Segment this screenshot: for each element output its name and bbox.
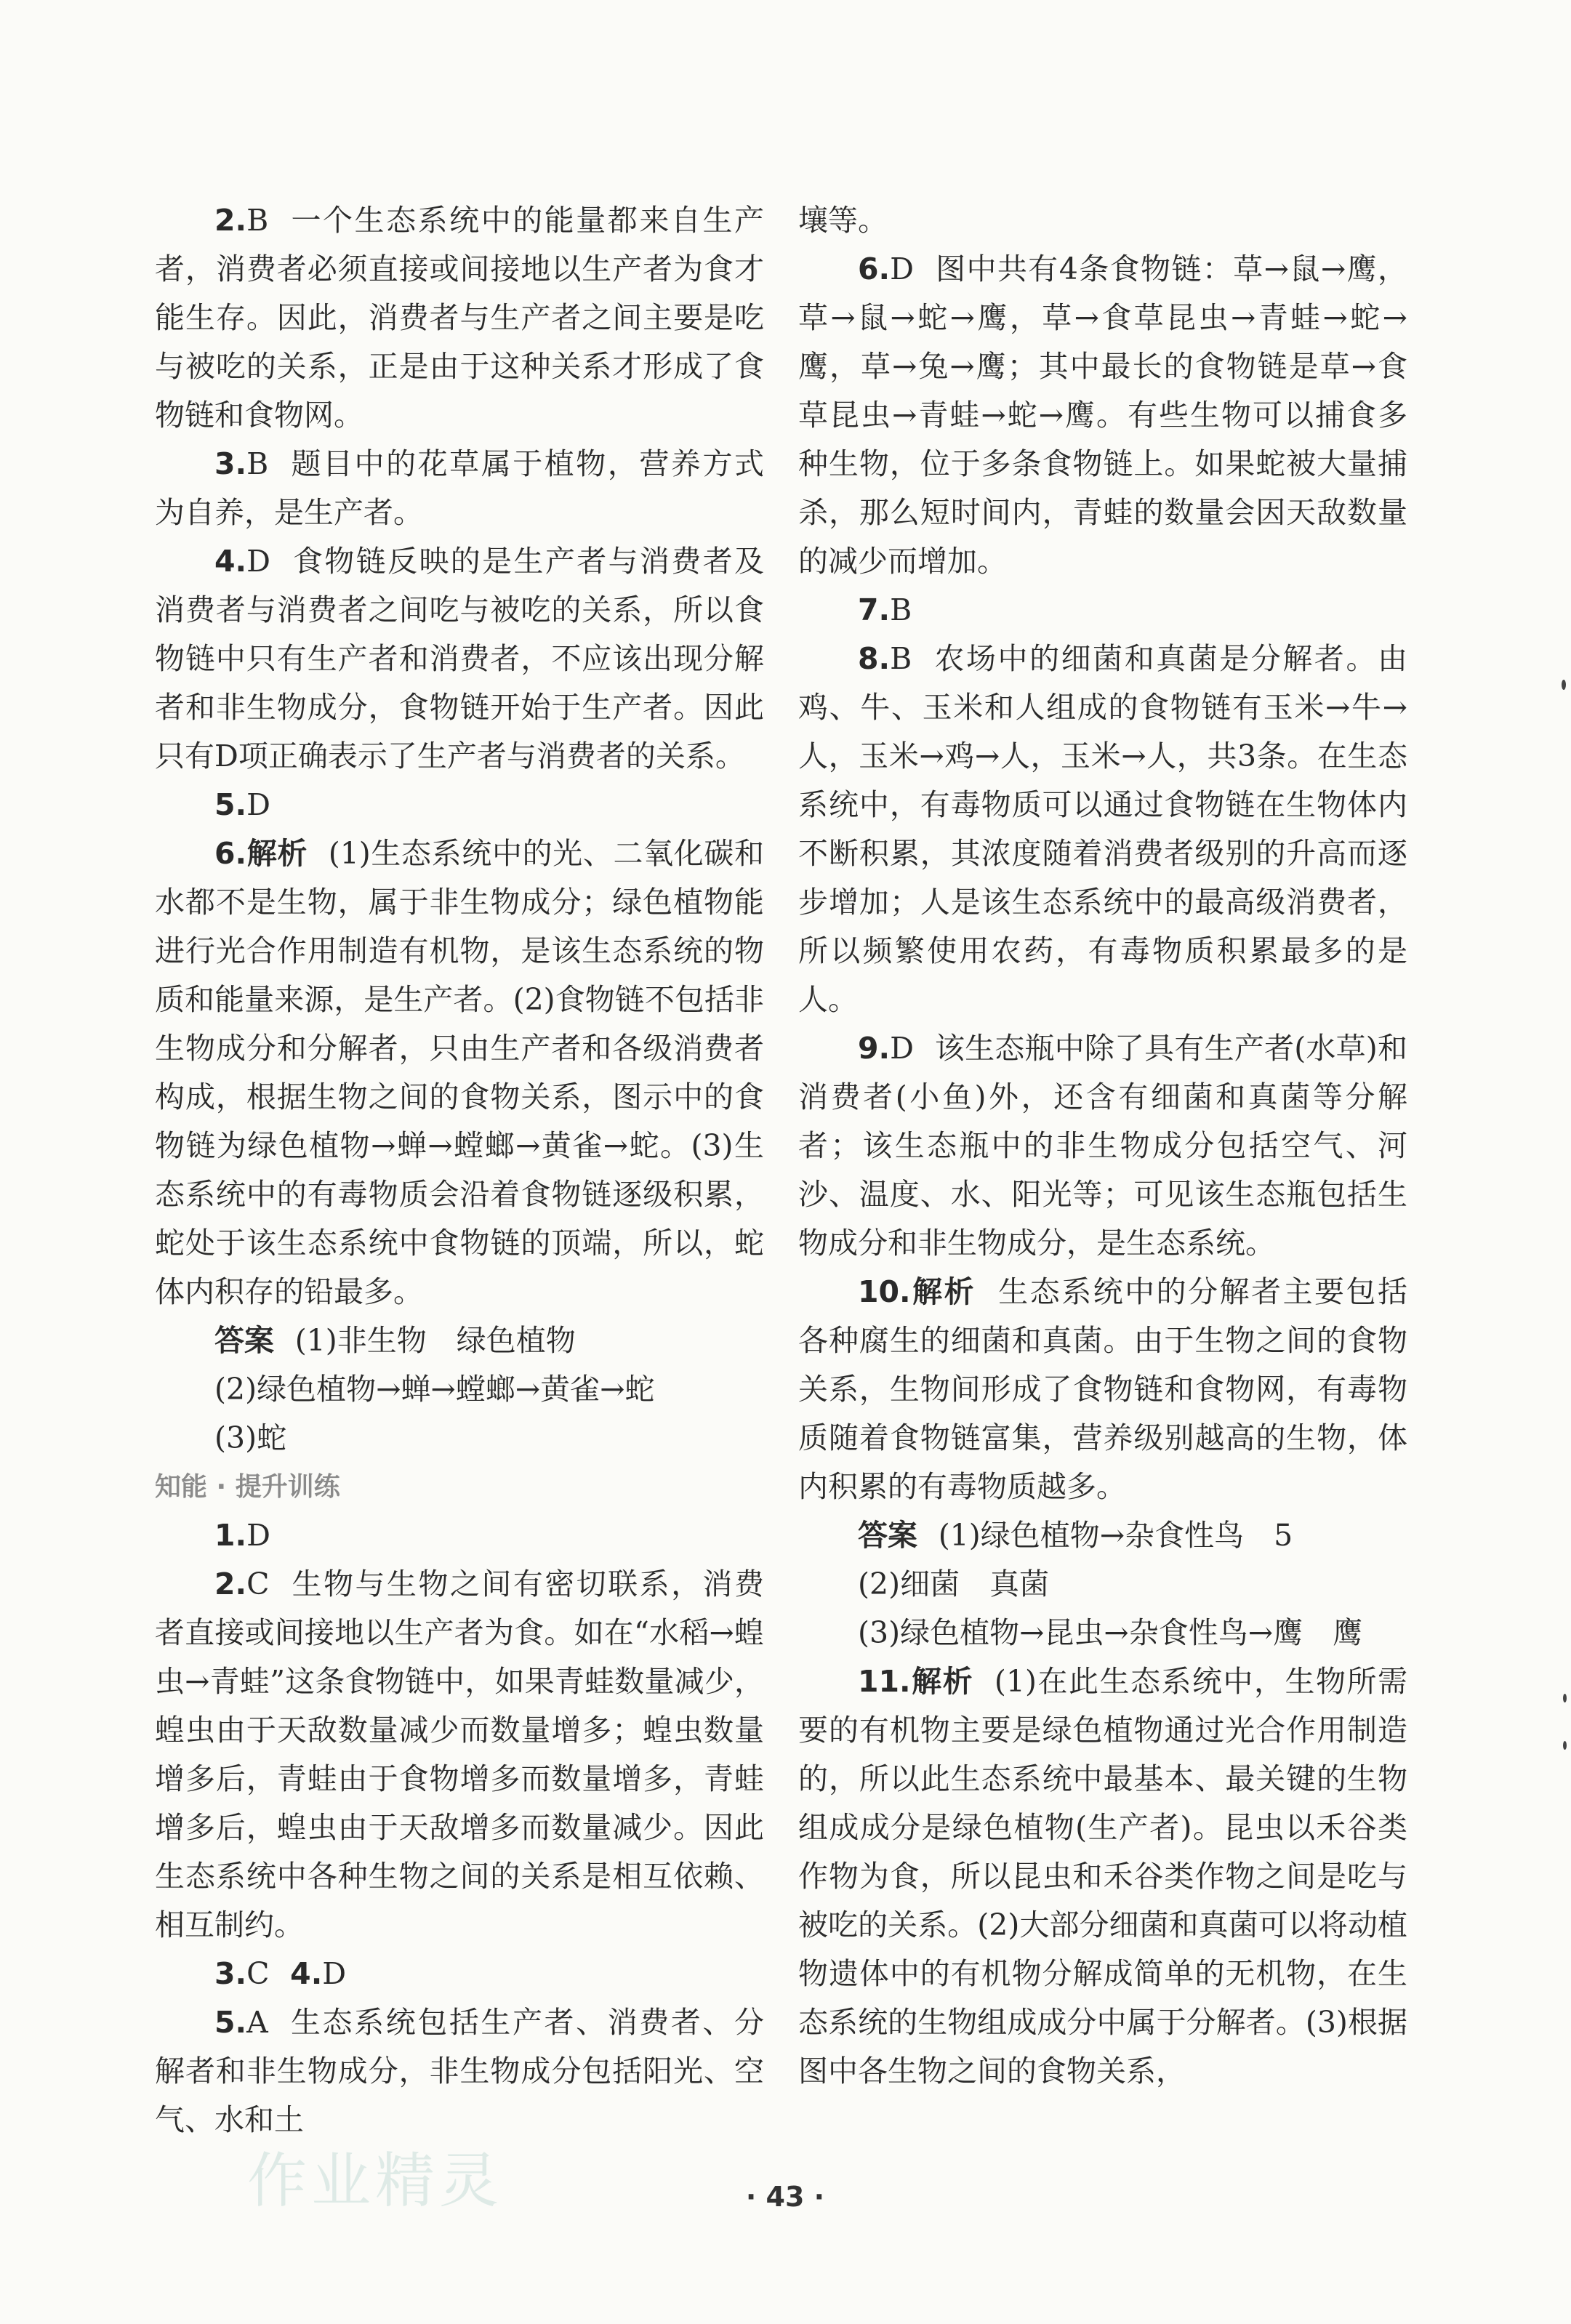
answer-s10-key-line2: (2)细菌 真菌 xyxy=(858,1567,1050,1601)
answer-s5-continued: 壤等。 xyxy=(798,203,888,238)
answer-s3-s4: 3.C 4.D xyxy=(214,1956,347,1991)
answer-s10: 10.解析 生态系统中的分解者主要包括各种腐生的细菌和真菌。由于生物之间的食物关系，生物间形成了食物链和食物网，有毒物质随着食物链富集，营养级别越高的生物，体内积累的有毒物质越多。 xyxy=(798,1274,1408,1504)
answer-q6: 6.解析 (1)生态系统中的光、二氧化碳和水都不是生物，属于非生物成分；绿色植物能进行光合作用制造有机物，是该生态系统的物质和能量来源，是生产者。(2)食物链不包括非生物成分和分解者，只由生产者和各级消费者构成，根据生物之间的食物关系，图示中的食物链为绿色植物→蝉→螳螂→黄雀→蛇。(3)生态系统中的有毒物质会沿着食物链逐级积累，蛇处于该生态系统中食物链的顶端，所以，蛇体内积存的铅最多。 xyxy=(155,836,765,1309)
answer-s11: 11.解析 (1)在此生态系统中，生物所需要的有机物主要是绿色植物通过光合作用制造的，所以此生态系统中最基本、最关键的生物组成成分是绿色植物(生产者)。昆虫以禾谷类作物为食，所以昆虫和禾谷类作物之间是吃与被吃的关系。(2)大部分细菌和真菌可以将动植物遗体中的有机物分解成简单的无机物，在生态系统的生物组成成分中属于分解者。(3)根据图中各生物之间的食物关系， xyxy=(798,1664,1408,2088)
answer-s7: 7.B xyxy=(858,592,912,627)
section-title: 知能 · 提升训练 xyxy=(155,1472,340,1502)
left-column xyxy=(155,196,764,2144)
answer-q2: 2.B 一个生态系统中的能量都来自生产者，消费者必须直接或间接地以生产者为食才能生存。因此，消费者与生产者之间主要是吃与被吃的关系，正是由于这种关系才形成了食物链和食物网。 xyxy=(155,203,764,433)
answer-s9: 9.D 该生态瓶中除了具有生产者(水草)和消费者(小鱼)外，还含有细菌和真菌等分解者；该生态瓶中的非生物成分包括空气、河沙、温度、水、阳光等；可见该生态瓶包括生物成分和非生物成分，是生态系统。 xyxy=(798,1031,1407,1260)
scan-dot-mark xyxy=(1563,1694,1567,1702)
answer-q6-key-line3: (3)蛇 xyxy=(214,1420,287,1455)
answer-s10-key-line3: (3)绿色植物→昆虫→杂食性鸟→鹰 鹰 xyxy=(858,1615,1363,1650)
answer-s8: 8.B 农场中的细菌和真菌是分解者。由鸡、牛、玉米和人组成的食物链有玉米→牛→人，玉米→鸡→人，玉米→人，共3条。在生态系统中，有毒物质可以通过食物链在生物体内不断积累，其浓度随着消费者级别的升高而逐步增加；人是该生态系统中的最高级消费者，所以频繁使用农药，有毒物质积累最多的是人。 xyxy=(798,641,1407,1017)
answer-q6-key: 答案 (1)非生物 绿色植物 xyxy=(214,1323,576,1358)
answer-q6-key-line2: (2)绿色植物→蝉→螳螂→黄雀→蛇 xyxy=(214,1372,655,1407)
answer-q3: 3.B 题目中的花草属于植物，营养方式为自养，是生产者。 xyxy=(155,446,764,530)
watermark: 作业精灵 xyxy=(247,2147,504,2216)
answer-s10-key: 答案 (1)绿色植物→杂食性鸟 5 xyxy=(858,1518,1293,1553)
answer-s1: 1.D xyxy=(214,1518,270,1553)
answer-s2: 2.C 生物与生物之间有密切联系，消费者直接或间接地以生产者为食。如在“水稻→蝗虫→青蛙”这条食物链中，如果青蛙数量减少，蝗虫由于天敌数量减少而数量增多；蝗虫数量增多后，青蛙由于食物增多而数量增多，青蛙增多后，蝗虫由于天敌增多而数量减少。因此生态系统中各种生物之间的关系是相互依赖、相互制约。 xyxy=(155,1567,764,1942)
page-number: · 43 · xyxy=(745,2181,825,2213)
scan-dot-mark xyxy=(1563,1741,1567,1750)
answer-q5: 5.D xyxy=(214,787,270,822)
answer-s5: 5.A 生态系统包括生产者、消费者、分解者和非生物成分，非生物成分包括阳光、空气、水和土 xyxy=(155,2005,764,2137)
answer-s6: 6.D 图中共有4条食物链：草→鼠→鹰，草→鼠→蛇→鹰，草→食草昆虫→青蛙→蛇→鹰，草→兔→鹰；其中最长的食物链是草→食草昆虫→青蛙→蛇→鹰。有些生物可以捕食多种生物，位于多条食物链上。如果蛇被大量捕杀，那么短时间内，青蛙的数量会因天敌数量的减少而增加。 xyxy=(798,252,1407,579)
answer-q4: 4.D 食物链反映的是生产者与消费者及消费者与消费者之间吃与被吃的关系，所以食物链中只有生产者和消费者，不应该出现分解者和非生物成分，食物链开始于生产者。因此只有D项正确表示了生产者与消费者的关系。 xyxy=(155,544,764,773)
scan-dot-mark xyxy=(1562,680,1566,690)
right-column xyxy=(798,196,1407,2096)
